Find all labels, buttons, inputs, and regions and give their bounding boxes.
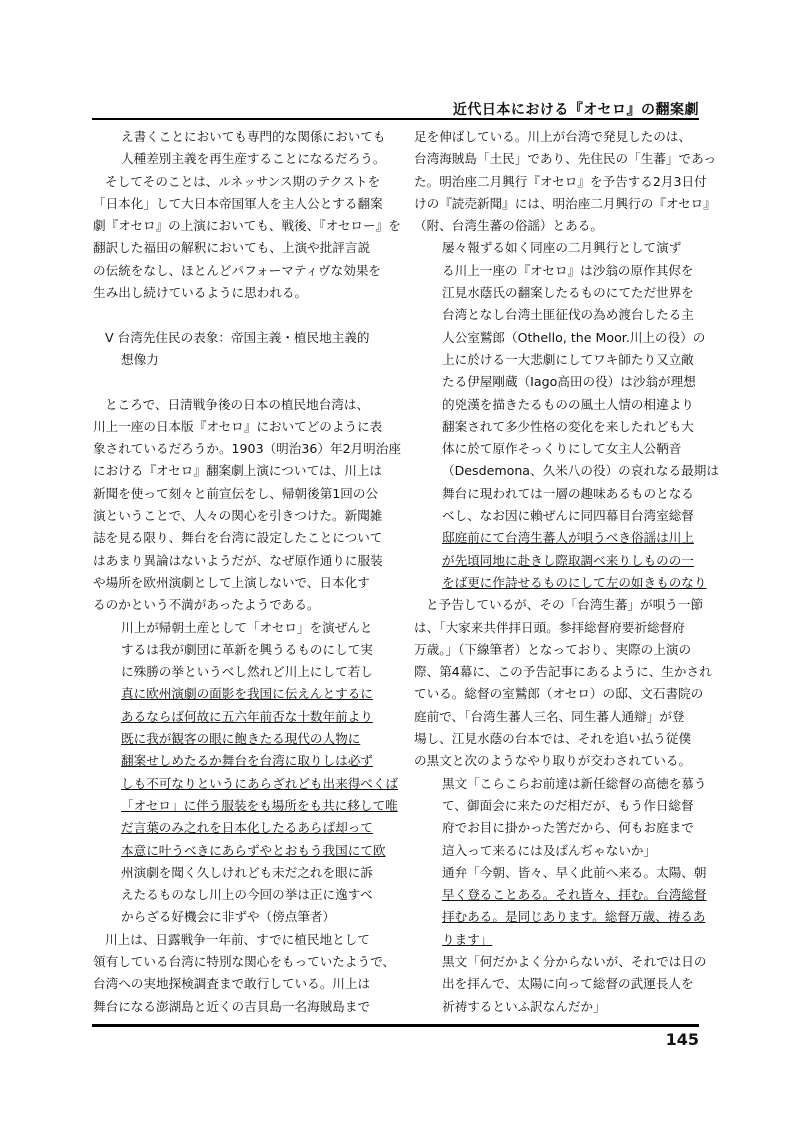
text-line: ります」	[442, 931, 493, 947]
text-line: 「オセロ」に伴う服装をも場所をも共に移して唯	[121, 797, 398, 813]
text-line: に殊勝の挙というべし然れど川上にして若し	[121, 664, 373, 680]
text-line: 足を伸ばしている。川上が台湾で発見したのは、	[414, 129, 692, 144]
text-line: や場所を欧州演劇として上演しないで、日本化す	[93, 574, 370, 590]
text-line: 邸庭前にて台湾生蕃人が唄うべき俗謡は川上	[442, 530, 694, 546]
text-line: 台湾となし台湾土匪征伐の為め渡台したる主	[442, 307, 694, 323]
text-line	[93, 304, 393, 326]
text-line: しも不可なりというにあらざれども出来得べくば	[121, 775, 399, 791]
text-line: 翻訳した福田の解釈においても、上演や批評言説	[93, 240, 371, 256]
text-line: たる伊屋剛蔵（Iago高田の役）は沙翁が理想	[442, 374, 696, 390]
text-line: あるならば何故に五六年前否な十数年前より	[121, 708, 373, 724]
text-line: は、「大家来共伴拝日頭。参拝総督府要祈総督府	[414, 619, 685, 635]
text-line: 通弁「今朝、皆々、早く此前へ来る。太陽、朝	[442, 864, 707, 880]
text-line: 真に欧州演劇の面影を我国に伝えんとするに	[121, 686, 373, 702]
text-line: の黒文と次のようなやり取りが交わされている。	[414, 753, 692, 769]
text-line: えたるものなし川上の今回の挙は正に逸すべ	[121, 887, 373, 903]
text-line: 府でお目に掛かった筈だから、何もお庭まで	[442, 820, 694, 836]
text-line: 上に於ける一大悲劇にしてワキ師たり又立敵	[442, 351, 694, 367]
text-line: けの『読売新聞』には、明治座二月興行の『オセロ』	[414, 195, 716, 211]
text-line: 拝むある。是同じあります。総督万歳、祷るあ	[442, 909, 706, 925]
text-line: （附、台湾生蕃の俗謡）とある。	[414, 218, 603, 234]
left-column	[93, 126, 401, 1018]
text-line: 本意に叶うべきにあらずやとおもう我国にて欧	[121, 842, 386, 858]
text-line: 庭前で、「台湾生蕃人三名、同生蕃人通辯」が登	[414, 708, 685, 724]
right-column	[414, 126, 719, 1018]
text-line: 江見水蔭氏の翻案したるものにてただ世界を	[442, 285, 694, 301]
text-line: 舞台に現われては一層の趣味あるものとなる	[442, 485, 694, 501]
text-line: 場し、江見水蔭の台本では、それを追い払う従僕	[414, 731, 692, 747]
text-line: 的兇漢を描きたるものの風土人情の相違より	[442, 396, 694, 412]
text-line: るのかという不満があったようである。	[93, 597, 320, 613]
text-line: 出を拝んで、太陽に向って総督の武運長人を	[442, 976, 694, 992]
text-line: 人公室鷲郎（Othello, the Moor.川上の役）の	[442, 329, 706, 345]
text-line: 万歳。」（下線筆者）となっており、実際の上演の	[414, 641, 692, 657]
text-line: ている。総督の室鷲郎（オセロ）の邸、文石書院の	[414, 686, 704, 702]
text-line: 「日本化」して大日本帝国軍人を主人公とする翻案	[93, 195, 383, 211]
text-line: 這入って来るには及ばんぢゃないか」	[442, 842, 657, 858]
text-line: 台湾への実地探検調査まで敢行している。川上は	[93, 976, 371, 992]
text-line: 翻案せしめたるか舞台を台湾に取りしは必ず	[121, 753, 373, 769]
text-line: べし、なお因に賴ぜんに同四幕目台湾室総督	[442, 508, 694, 524]
text-line: 領有している台湾に特別な関心をもっていたようで、	[93, 953, 395, 969]
text-line: （Desdemona、久米八の役）の哀れなる最期は	[442, 463, 719, 479]
text-line: た。明治座二月興行『オセロ』を予告する2月3日付	[414, 173, 707, 189]
text-line: る川上一座の『オセロ』は沙翁の原作其侭を	[442, 262, 694, 278]
text-line: 際、第4幕に、この予告記事にあるように、生かされ	[414, 664, 712, 680]
text-line: 新聞を使って刻々と前宣伝をし、帰朝後第1回の公	[93, 485, 379, 501]
text-line: 黒文「何だかよく分からないが、それでは日の	[442, 953, 707, 969]
footer-rule	[92, 1024, 699, 1027]
text-line: 生み出し続けているように思われる。	[93, 285, 308, 301]
text-line: え書くことにおいても専門的な関係においても	[121, 129, 386, 144]
text-line: 翻案されて多少性格の変化を来したれども大	[442, 418, 694, 434]
running-header-title: 近代日本における『オセロ』の翻案劇	[452, 102, 699, 118]
text-line	[93, 371, 393, 393]
text-line: 祈祷するといふ訳なんだか」	[442, 998, 606, 1014]
text-line: 黒文「こらこらお前達は新任総督の高徳を慕う	[442, 775, 707, 791]
text-line: 舞台になる澎湖島と近くの吉貝島一名海賊島まで	[93, 998, 371, 1014]
text-line: 演ということで、人々の関心を引きつけた。新聞雑	[93, 508, 383, 524]
text-line: て、御面会に来たのだ相だが、もう作日総督	[442, 797, 694, 813]
text-line: 川上が帰朝土産として「オセロ」を演ぜんと	[121, 619, 373, 635]
text-line: をば更に作詩せるものにして左の如きものなり	[442, 574, 707, 590]
text-line: 既に我が観客の眼に飽きたる現代の人物に	[121, 731, 361, 747]
text-line: 屡々報ずる如く同座の二月興行として演ず	[442, 240, 682, 256]
text-line: 想像力	[121, 351, 159, 367]
text-line: 台湾海賊島「土民」であり、先住民の「生蕃」であっ	[414, 151, 717, 167]
text-line: と予告しているが、その「台湾生蕃」が唄う一節	[426, 597, 704, 613]
text-line: はあまり異論はないようだが、なぜ原作通りに服装	[93, 552, 383, 568]
text-line: の伝統をなし、ほとんどパフォーマティヴな効果を	[93, 262, 382, 278]
header-rule	[92, 118, 699, 120]
text-line: Ⅴ 台湾先住民の表象：帝国主義・植民地主義的	[105, 329, 370, 345]
text-line: そしてそのことは、ルネッサンス期のテクストを	[105, 173, 381, 189]
text-line: 人種差別主義を再生産することになるだろう。	[121, 151, 386, 167]
text-line: からざる好機会に非ずや（傍点筆者）	[121, 909, 336, 925]
text-line: 早く登ることある。それ皆々、拝む。台湾総督	[442, 887, 707, 903]
text-line: 体に於て原作そっくりにして女主人公鞆音	[442, 441, 682, 457]
text-line: が先頃同地に赴きし際取調べ来りしものの一	[442, 552, 694, 568]
page-number: 145	[665, 1030, 699, 1049]
text-line: 劇『オセロ』の上演においても、戦後、『オセロー』を	[93, 218, 401, 234]
text-line: 誌を見る限り、舞台を台湾に設定したことについて	[93, 530, 383, 546]
text-line: 象されているだろうか。1903（明治36）年2月明治座	[93, 441, 401, 457]
text-line: 川上は、日露戦争一年前、すでに植民地として	[105, 931, 370, 947]
text-line: するは我が劇団に革新を興うるものにして実	[121, 641, 373, 657]
text-line: 川上一座の日本版『オセロ』においてどのように表	[93, 418, 383, 434]
text-line: における『オセロ』翻案劇上演については、川上は	[93, 463, 383, 479]
text-line: 州演劇を聞く久しけれども未だ之れを眼に訴	[121, 864, 373, 880]
text-line: だ言葉のみ之れを日本化したるあらば却って	[121, 820, 373, 836]
text-line: ところで、日清戦争後の日本の植民地台湾は、	[105, 396, 370, 412]
